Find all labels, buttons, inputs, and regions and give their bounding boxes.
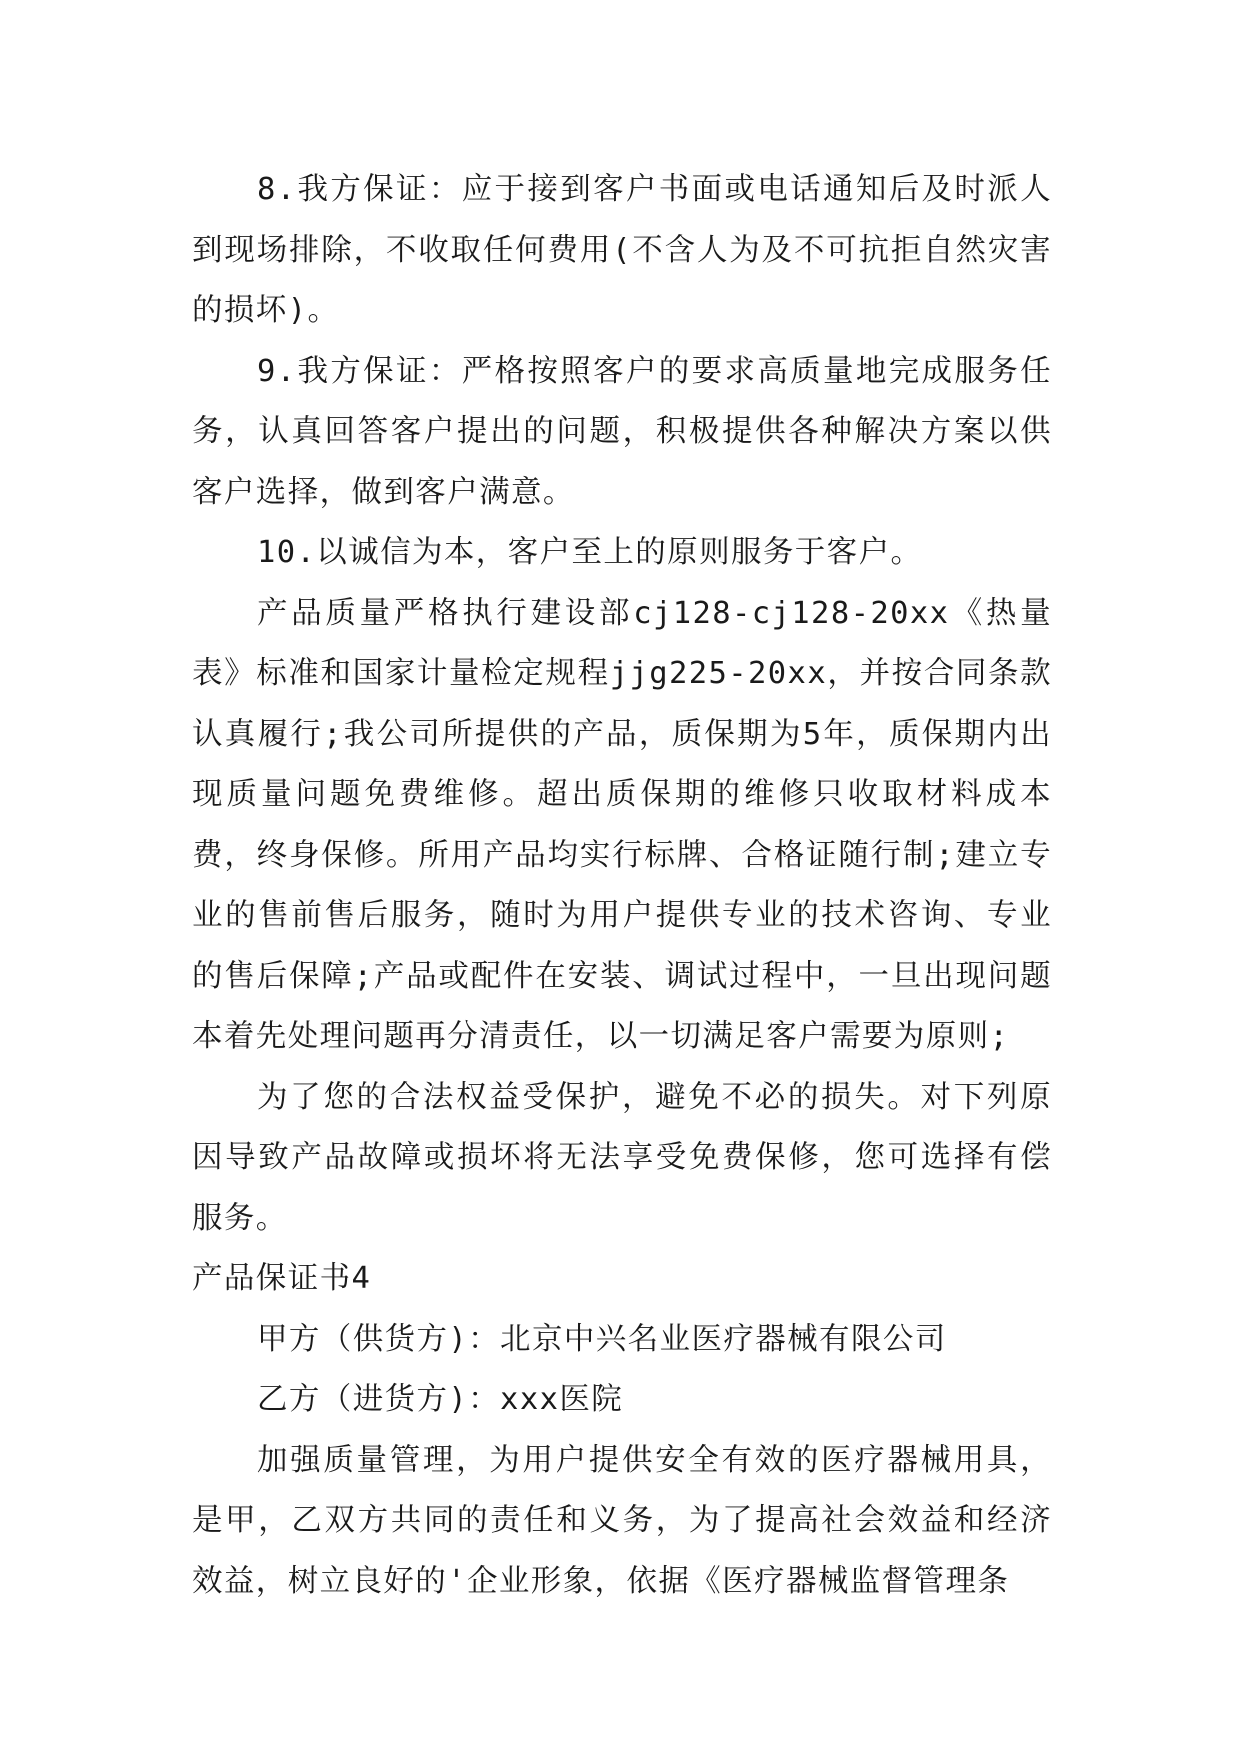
paragraph-item-9: 9.我方保证：严格按照客户的要求高质量地完成服务任务，认真回答客户提出的问题，积极提供各种解决方案以供客户选择，做到客户满意。 xyxy=(192,353,1052,510)
paragraph-exclusions-intro: 为了您的合法权益受保护，避免不必的损失。对下列原因导致产品故障或损坏将无法享受免费保修，您可选择有偿服务。 xyxy=(192,1079,1052,1236)
paragraph-item-8: 8.我方保证：应于接到客户书面或电话通知后及时派人到现场排除，不收取任何费用(不含人为及不可抗拒自然灾害的损坏)。 xyxy=(192,172,1052,328)
document-body xyxy=(192,160,1052,1612)
paragraph-item-10: 10.以诚信为本，客户至上的原则服务于客户。 xyxy=(257,535,923,570)
paragraph-quality-standard: 产品质量严格执行建设部cj128-cj128-20xx《热量表》标准和国家计量检定规程jjg225-20xx，并按合同条款认真履行;我公司所提供的产品，质保期为5年，质保期内出现质量问题免费维修。超出质保期的维修只收取材料成本费，终身保修。所用产品均实行标牌、合格证随行制;建立专业的售前售后服务，随时为用户提供专业的技术咨询、专业的售后保障;产品或配件在安装、调试过程中，一旦出现问题本着先处理问题再分清责任，以一切满足客户需要为原则; xyxy=(192,595,1052,1054)
paragraph-party-b: 乙方（进货方)：xxx医院 xyxy=(257,1382,624,1417)
paragraph-preamble: 加强质量管理，为用户提供安全有效的医疗器械用具，是甲，乙双方共同的责任和义务，为了提高社会效益和经济效益，树立良好的'企业形象，依据《医疗器械监督管理条 xyxy=(192,1442,1052,1599)
paragraph-party-a: 甲方（供货方)：北京中兴名业医疗器械有限公司 xyxy=(257,1321,947,1357)
section-heading: 产品保证书4 xyxy=(192,1261,372,1296)
